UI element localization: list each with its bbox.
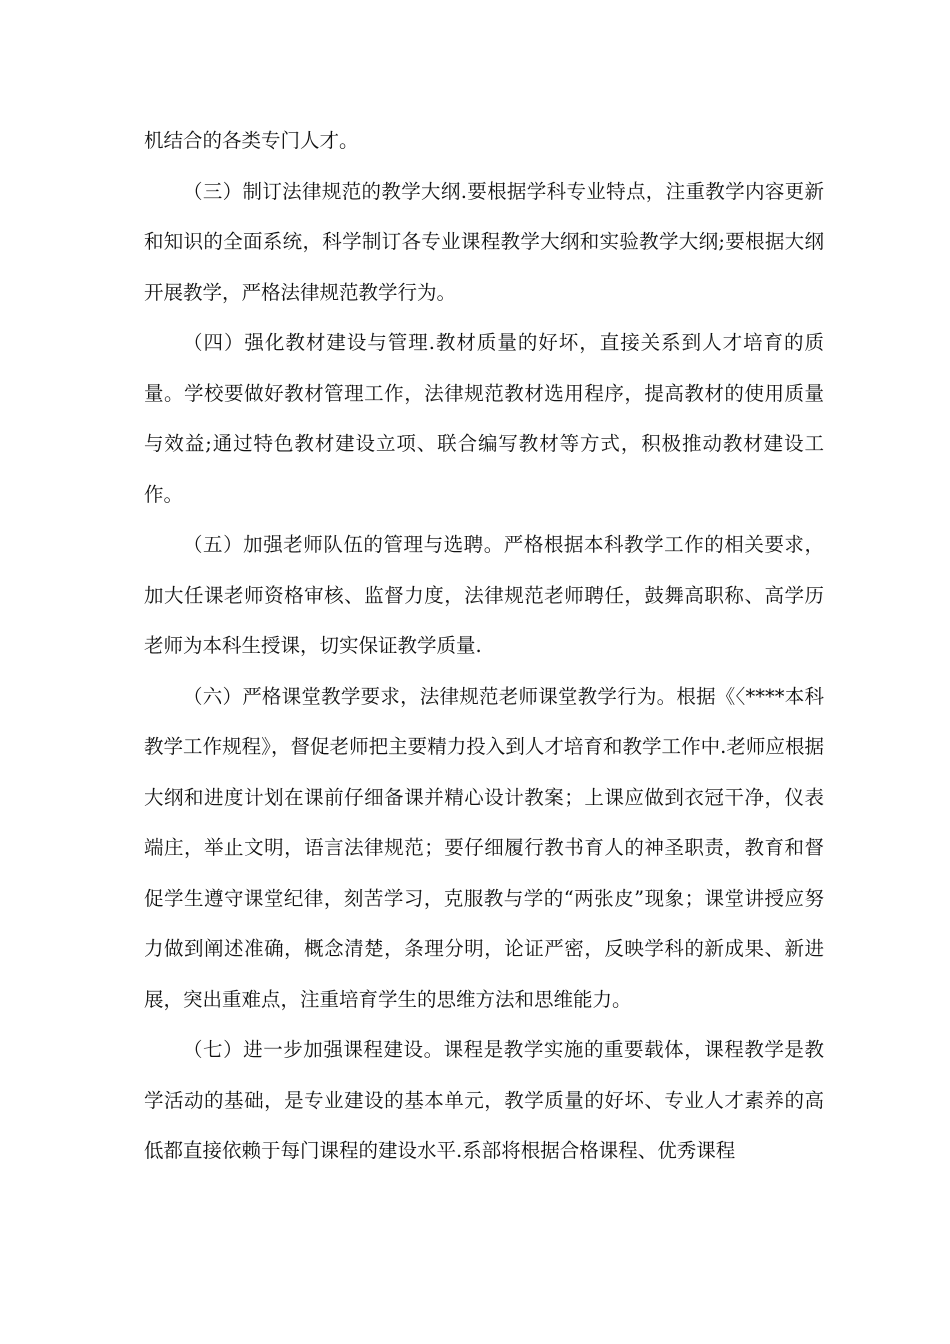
- paragraph-section-7: （七）进一步加强课程建设。课程是教学实施的重要载体，课程教学是教学活动的基础，是专业建设的基本单元，教学质量的好坏、专业人才素养的高低都直接依赖于每门课程的建设水平.系部将根据合格课程、优秀课程: [144, 1038, 824, 1162]
- paragraph-section-5: （五）加强老师队伍的管理与选聘。严格根据本科教学工作的相关要求，加大任课老师资格审核、监督力度，法律规范老师聘任，鼓舞高职称、高学历老师为本科生授课，切实保证教学质量.: [144, 533, 824, 657]
- paragraph-continuation: 机结合的各类专门人才。: [144, 129, 359, 152]
- paragraph-section-6: （六）严格课堂教学要求，法律规范老师课堂教学行为。根据《〈****本科教学工作规程》，督促老师把主要精力投入到人才培育和教学工作中.老师应根据大纲和进度计划在课前仔细备课并精心设计教案；上课应做到衣冠干净，仪表端庄，举止文明，语言法律规范；要仔细履行教书育人的神圣职责，教育和督促学生遵守课堂纪律，刻苦学习，克服教与学的“两张皮”现象；课堂讲授应努力做到阐述准确，概念清楚，条理分明，论证严密，反映学科的新成果、新进展，突出重难点，注重培育学生的思维方法和思维能力。: [144, 684, 824, 1011]
- document-body: [144, 116, 824, 1177]
- paragraph-section-4: （四）强化教材建设与管理.教材质量的好坏，直接关系到人才培育的质量。学校要做好教材管理工作，法律规范教材选用程序，提高教材的使用质量与效益;通过特色教材建设立项、联合编写教材等方式，积极推动教材建设工作。: [144, 331, 824, 506]
- paragraph-section-3: （三）制订法律规范的教学大纲.要根据学科专业特点，注重教学内容更新和知识的全面系统，科学制订各专业课程教学大纲和实验教学大纲;要根据大纲开展教学，严格法律规范教学行为。: [144, 179, 824, 304]
